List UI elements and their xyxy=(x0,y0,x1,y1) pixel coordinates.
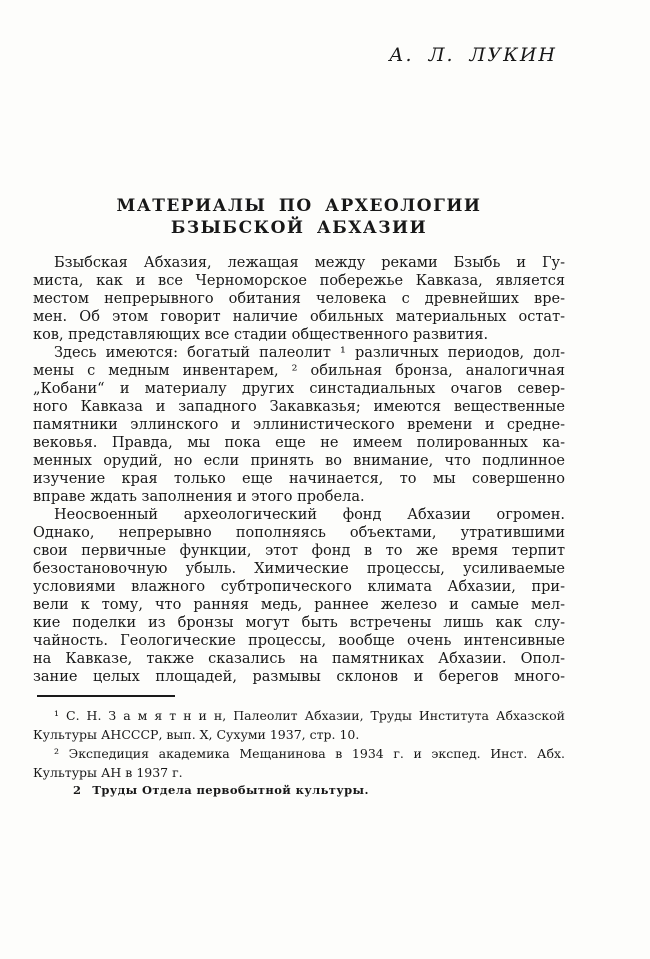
signature-number: 2 xyxy=(73,783,82,797)
title-line-2: БЗЫБСКОЙ АБХАЗИИ xyxy=(170,218,428,238)
text-line: свои первичные функции, этот фонд в то же время терпит xyxy=(33,543,565,559)
signature-text: Труды Отдела первобытной культуры. xyxy=(92,783,369,797)
text-line: мены с медным инвентарем, ² обильная бронза, аналогичная xyxy=(33,363,565,379)
text-line: изучение края только еще начинается, то мы совершенно xyxy=(33,471,565,487)
text-line: зание целых площадей, размывы склонов и берегов много- xyxy=(33,669,565,685)
text-line: условиями влажного субтропического климата Абхазии, при- xyxy=(33,579,565,595)
text-line: на Кавказе, также сказались на памятниках Абхазии. Опол- xyxy=(33,651,565,667)
text-line: местом непрерывного обитания человека с древнейших вре- xyxy=(33,291,565,307)
text-line: Неосвоенный археологический фонд Абхазии огромен. xyxy=(54,507,565,523)
footnote-separator xyxy=(37,695,175,697)
text-line: чайность. Геологические процессы, вообще очень интенсивные xyxy=(33,633,565,649)
footnote-line: Культуры АНСССР, вып. X, Сухуми 1937, стр. 10. xyxy=(33,727,360,742)
text-line: миста, как и все Черноморское побережье Кавказа, является xyxy=(33,273,565,289)
text-line: менных орудий, но если принять во внимание, что подлинное xyxy=(33,453,565,469)
text-line: Здесь имеются: богатый палеолит ¹ различных периодов, дол- xyxy=(54,345,565,361)
page-title xyxy=(33,195,565,239)
footnote-line: Культуры АН в 1937 г. xyxy=(33,765,183,780)
signature-line xyxy=(73,783,369,797)
text-line: Бзыбская Абхазия, лежащая между реками Бзыбь и Гу- xyxy=(54,255,565,271)
text-line: ков, представляющих все стадии общественного развития. xyxy=(33,327,489,343)
text-line: вправе ждать заполнения и этого пробела. xyxy=(33,489,365,505)
footnote-line: ² Экспедиция академика Мещанинова в 1934 г. и экспед. Инст. Абх. xyxy=(54,746,565,761)
text-line: вековья. Правда, мы пока еще не имеем полированных ка- xyxy=(33,435,565,451)
body-text xyxy=(33,254,565,686)
text-line: „Кобани“ и материалу других синстадиальных очагов север- xyxy=(33,381,565,397)
text-line: вели к тому, что ранняя медь, раннее железо и самые мел- xyxy=(33,597,565,613)
text-line: безостановочную убыль. Химические процессы, усиливаемые xyxy=(33,561,565,577)
text-line: памятники эллинского и эллинистического времени и средне- xyxy=(33,417,565,433)
text-line: мен. Об этом говорит наличие обильных материальных остат- xyxy=(33,309,565,325)
footnotes xyxy=(33,706,565,782)
author-line: А. Л. ЛУКИН xyxy=(389,44,557,66)
title-line-1: МАТЕРИАЛЫ ПО АРХЕОЛОГИИ xyxy=(116,196,482,216)
text-line: Однако, непрерывно пополняясь объектами, утратившими xyxy=(33,525,565,541)
text-line: ного Кавказа и западного Закавказья; имеются вещественные xyxy=(33,399,565,415)
text-line: кие поделки из бронзы могут быть встречены лишь как слу- xyxy=(33,615,565,631)
footnote-line: ¹ С. Н. З а м я т н и н, Палеолит Абхазии, Труды Института Абхазской xyxy=(54,708,565,723)
